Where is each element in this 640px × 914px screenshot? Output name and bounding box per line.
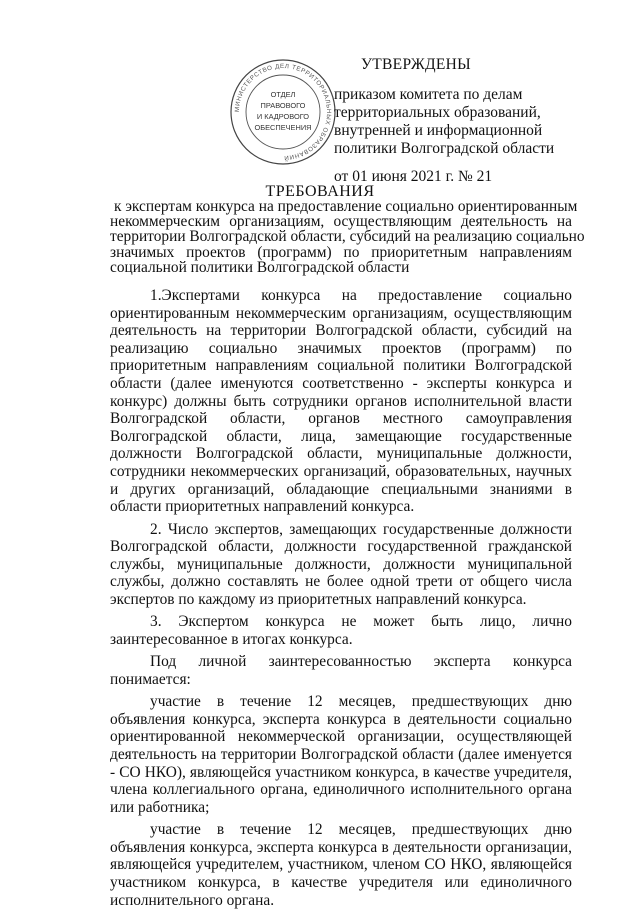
paragraph-text: участие в течение 12 месяцев, предшествующих дню объявления конкурса, эксперта конкурса в деятельности организации, являющейся учредителем, участником, членом СО НКО, являющейся участником конкурса, в качестве учредителя или единоличного исполнительного органа.	[110, 821, 572, 909]
paragraph-text: участие в течение 12 месяцев, предшествующих дню объявления конкурса, эксперта конкурса в деятельности социально ориентированной некоммерческой организации, осуществляющей деятельность на территории Волгоградской области (далее именуется - СО НКО), являющейся участником конкурса, в качестве учредителя, члена коллегиального органа, единоличного исполнительного органа или работника;	[110, 693, 572, 816]
paragraph-4	[110, 653, 572, 688]
approval-date: от 01 июня 2021 г. № 21	[334, 168, 493, 185]
stamp-outer-text: МИНИСТЕРСТВО ДЕЛ ТЕРРИТОРИАЛЬНЫХ ОБРАЗОВАНИЙ	[233, 62, 333, 162]
approval-line: приказом комитета по делам	[334, 86, 523, 103]
subtitle-line: значимых проектов (программ) по приоритетным направлениям	[110, 243, 572, 261]
paragraph-text: Экспертами конкурса на предоставление социально ориентированным некоммерческим организациям, осуществляющим деятельность на территории Волгоградской области, субсидий на реализацию социально значимых проектов (программ) по приоритетным направлениям социальной политики Волгоградской области (далее именуются соответственно - эксперты конкурса и конкурс) должны быть сотрудники органов исполнительной власти Волгоградской области, органов местного самоуправления Волгоградской области, лица, замещающие государственные должности Волгоградской области, муниципальные должности, сотрудники некоммерческих организаций, образовательных, научных и других организаций, обладающие специальными знаниями в области приоритетных направлений конкурса.	[110, 287, 572, 516]
document-body	[110, 287, 572, 914]
subtitle-line: социальной политики Волгоградской области	[110, 258, 410, 276]
paragraph-text: 3. Экспертом конкурса не может быть лицо, лично заинтересованное в итогах конкурса.	[110, 613, 572, 648]
paragraph-5	[110, 693, 572, 816]
approval-line: политики Волгоградской области	[334, 140, 555, 157]
paragraph-text: Под личной заинтересованностью эксперта конкурса понимается:	[110, 653, 572, 688]
subtitle-line: к экспертам конкурса на предоставление социально ориентированным	[114, 198, 578, 215]
stamp-line: ОТДЕЛ	[270, 90, 296, 99]
document-subtitle	[110, 198, 585, 276]
approval-block	[334, 56, 554, 186]
stamp-line: И КАДРОВОГО	[256, 112, 310, 121]
approval-title: УТВЕРЖДЕНЫ	[361, 56, 471, 73]
paragraph-text: 2. Число экспертов, замещающих государственные должности Волгоградской области, должности государственной гражданской службы, муниципальные должности, должности муниципальной службы, должно составлять не более одной трети от общего числа экспертов по каждому из приоритетных направлений конкурса.	[110, 520, 572, 608]
approval-line: внутренней и информационной	[334, 122, 543, 139]
paragraph-1	[110, 287, 572, 516]
paragraph-2	[110, 521, 572, 609]
official-stamp-icon	[222, 58, 344, 166]
subtitle-line: некоммерческим организациям, осуществляющим деятельность на	[110, 213, 572, 231]
paragraph-number: 1.	[150, 287, 162, 304]
paragraph-3	[110, 613, 572, 648]
document-title: ТРЕБОВАНИЯ	[265, 183, 375, 200]
stamp-line: ПРАВОВОГО	[260, 101, 306, 110]
approval-line: территориальных образований,	[334, 104, 541, 121]
paragraph-6	[110, 821, 572, 909]
subtitle-line: территории Волгоградской области, субсидий на реализацию социально	[110, 228, 585, 246]
stamp-line: ОБЕСПЕЧЕНИЯ	[254, 123, 312, 132]
